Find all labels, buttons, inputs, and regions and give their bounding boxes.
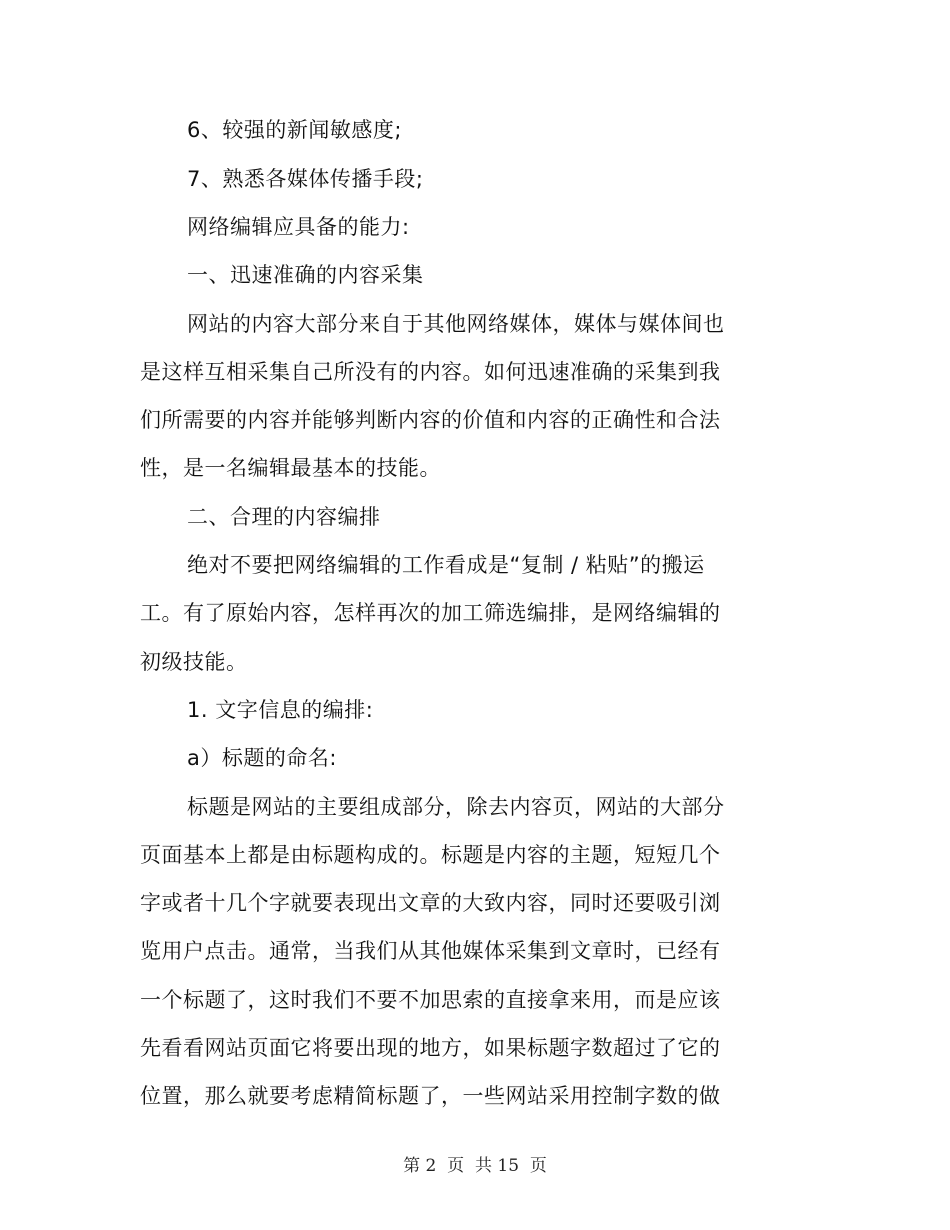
text-line: 6、较强的新闻敏感度; [187, 118, 402, 142]
text-line: 性，是一名编辑最基本的技能。 [140, 456, 441, 480]
text-line: 初级技能。 [140, 650, 248, 674]
text-line: 是这样互相采集自己所没有的内容。如何迅速准确的采集到我 [140, 360, 721, 384]
text-line: 标题是网站的主要组成部分，除去内容页，网站的大部分 [187, 795, 725, 819]
text-line: 们所需要的内容并能够判断内容的价值和内容的正确性和合法 [140, 408, 721, 432]
page-number-footer: 第 2 页 共 15 页 [403, 1156, 547, 1176]
text-line: 览用户点击。通常，当我们从其他媒体采集到文章时，已经有 [140, 939, 721, 963]
text-line: 字或者十几个字就要表现出文章的大致内容，同时还要吸引浏 [140, 891, 721, 915]
text-line: 先看看网站页面它将要出现的地方，如果标题字数超过了它的 [140, 1036, 721, 1060]
section-heading: 二、合理的内容编排 [187, 505, 381, 529]
text-line: 绝对不要把网络编辑的工作看成是“复制 / 粘贴”的搬运 [187, 553, 705, 577]
text-line: 一个标题了，这时我们不要不加思索的直接拿来用，而是应该 [140, 988, 721, 1012]
text-line: 页面基本上都是由标题构成的。标题是内容的主题，短短几个 [140, 843, 721, 867]
text-line: 工。有了原始内容，怎样再次的加工筛选编排，是网络编辑的 [140, 601, 721, 625]
subsection-heading: 1. 文字信息的编排: [187, 698, 374, 722]
text-line: 7、熟悉各媒体传播手段; [187, 167, 424, 191]
subsection-heading: a）标题的命名: [187, 746, 337, 770]
text-line: 网站的内容大部分来自于其他网络媒体，媒体与媒体间也 [187, 312, 725, 336]
text-line: 位置，那么就要考虑精简标题了，一些网站采用控制字数的做 [140, 1084, 721, 1108]
text-line: 网络编辑应具备的能力: [187, 215, 410, 239]
section-heading: 一、迅速准确的内容采集 [187, 263, 424, 287]
